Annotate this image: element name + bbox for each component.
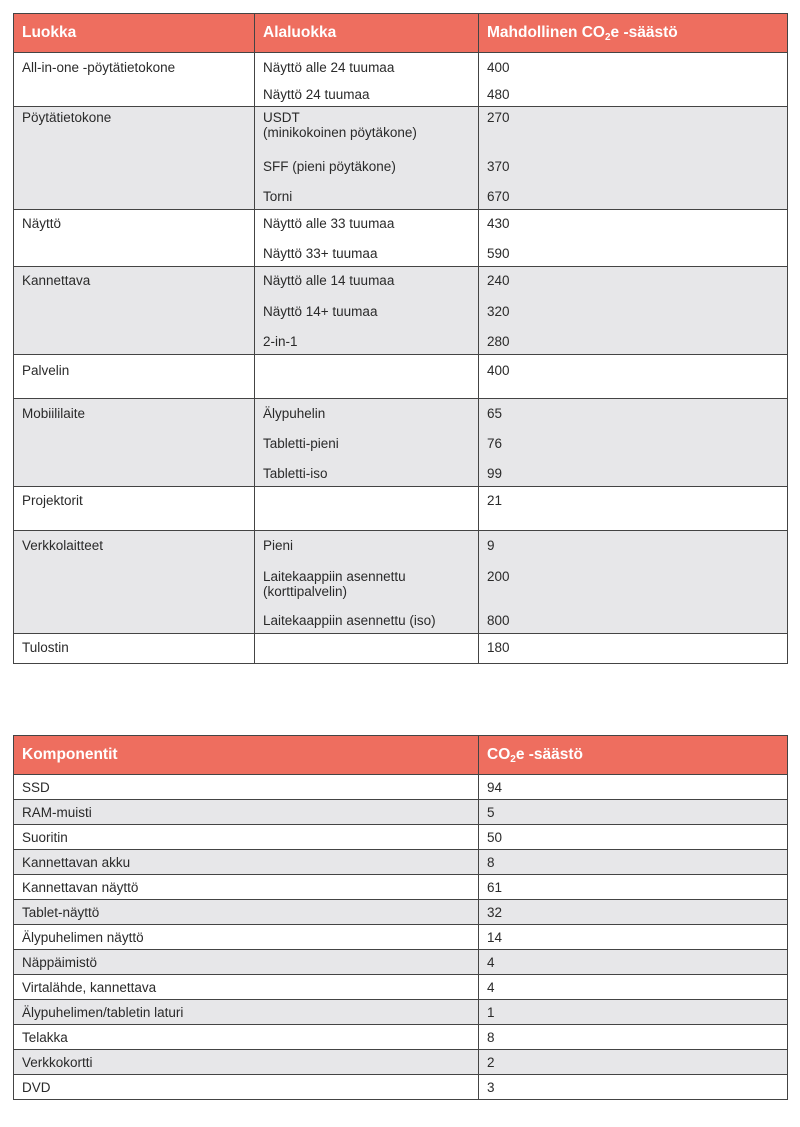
subcategory-cell [255, 241, 479, 267]
subcategory-cell [255, 430, 479, 461]
subcategory-cell [255, 298, 479, 329]
savings-value-cell: 76 [479, 430, 788, 461]
subcategory-cell [255, 608, 479, 634]
savings-value-cell: 400 [479, 355, 788, 399]
device-savings-table [13, 13, 788, 664]
component-name-cell: Tablet-näyttö [14, 900, 479, 925]
component-value-cell: 3 [479, 1075, 788, 1100]
header-savings: $CO_2e$ -säästö [479, 736, 788, 775]
table-row [14, 267, 788, 299]
table-row [14, 975, 788, 1000]
category-cell: Tulostin [14, 634, 255, 664]
category-cell: Palvelin [14, 355, 255, 399]
subcategory-label: Näyttö alle 14 tuumaa [263, 273, 395, 288]
subcategory-label: Torni [263, 189, 293, 204]
component-value-cell: 4 [479, 950, 788, 975]
subcategory-label: Laitekaappiin asennettu (iso) [263, 613, 436, 628]
subcategory-cell [255, 81, 479, 107]
subcategory-cell [255, 267, 479, 299]
table-row [14, 634, 788, 664]
component-name-cell: SSD [14, 775, 479, 800]
component-name-cell: Kannettavan akku [14, 850, 479, 875]
category-cell [14, 608, 255, 634]
category-cell: Mobiililaite [14, 399, 255, 431]
header-luokka: Luokka [14, 14, 255, 53]
table-row [14, 107, 788, 154]
table-row [14, 1000, 788, 1025]
component-name-cell: Verkkokortti [14, 1050, 479, 1075]
component-name-cell: DVD [14, 1075, 479, 1100]
table-row [14, 900, 788, 925]
category-cell [14, 241, 255, 267]
subcategory-cell [255, 184, 479, 210]
table-header-row [14, 14, 788, 53]
component-name-cell: Älypuhelimen/tabletin laturi [14, 1000, 479, 1025]
subcategory-cell [255, 210, 479, 242]
subcategory-cell [255, 634, 479, 664]
table-row [14, 461, 788, 487]
category-cell: All-in-one -pöytätietokone [14, 53, 255, 82]
subcategory-cell [255, 53, 479, 82]
table-row [14, 430, 788, 461]
table-header-row [14, 736, 788, 775]
savings-value-cell: 590 [479, 241, 788, 267]
component-value-cell: 32 [479, 900, 788, 925]
subcategory-label: USDT [263, 110, 300, 125]
category-cell: Pöytätietokone [14, 107, 255, 154]
savings-value-cell: 270 [479, 107, 788, 154]
savings-value-cell: 370 [479, 153, 788, 184]
subcategory-cell [255, 531, 479, 563]
component-name-cell: Näppäimistö [14, 950, 479, 975]
subcategory-label: Tabletti-iso [263, 466, 328, 481]
component-value-cell: 94 [479, 775, 788, 800]
table-row [14, 1075, 788, 1100]
subcategory-cell [255, 461, 479, 487]
device-savings-body [14, 53, 788, 664]
subcategory-label: SFF (pieni pöytäkone) [263, 159, 396, 174]
table-row [14, 875, 788, 900]
subcategory-label: Näyttö 24 tuumaa [263, 87, 370, 102]
subcategory-cell [255, 487, 479, 531]
table-row [14, 329, 788, 355]
subcategory-label: Laitekaappiin asennettu [263, 569, 406, 584]
category-cell [14, 184, 255, 210]
subcategory-label: Näyttö 14+ tuumaa [263, 304, 378, 319]
component-savings-table [13, 735, 788, 1100]
header-alaluokka: Alaluokka [255, 14, 479, 53]
subcategory-label: Näyttö alle 33 tuumaa [263, 216, 395, 231]
component-name-cell: Älypuhelimen näyttö [14, 925, 479, 950]
category-cell [14, 298, 255, 329]
table-row [14, 355, 788, 399]
subcategory-note: (minikokoinen pöytäkone) [263, 125, 417, 140]
subcategory-label: Pieni [263, 538, 294, 553]
savings-value-cell: 480 [479, 81, 788, 107]
subcategory-cell [255, 107, 479, 154]
component-value-cell: 1 [479, 1000, 788, 1025]
table-row [14, 850, 788, 875]
table-row [14, 241, 788, 267]
component-name-cell: Telakka [14, 1025, 479, 1050]
table-row [14, 950, 788, 975]
table-row [14, 775, 788, 800]
subcategory-cell [255, 399, 479, 431]
savings-value-cell: 180 [479, 634, 788, 664]
component-savings-body [14, 775, 788, 1100]
table-row [14, 487, 788, 531]
table-row [14, 53, 788, 82]
category-cell [14, 430, 255, 461]
category-cell: Projektorit [14, 487, 255, 531]
savings-value-cell: 240 [479, 267, 788, 299]
component-name-cell: Suoritin [14, 825, 479, 850]
component-value-cell: 61 [479, 875, 788, 900]
subcategory-label: 2-in-1 [263, 334, 298, 349]
table-row [14, 800, 788, 825]
savings-value-cell: 280 [479, 329, 788, 355]
header-savings: Mahdollinen $CO_2e$ -säästö [479, 14, 788, 53]
table-row [14, 562, 788, 608]
header-komponentit: Komponentit [14, 736, 479, 775]
component-value-cell: 50 [479, 825, 788, 850]
category-cell: Kannettava [14, 267, 255, 299]
table-row [14, 210, 788, 242]
savings-value-cell: 400 [479, 53, 788, 82]
table-row [14, 81, 788, 107]
component-value-cell: 8 [479, 1025, 788, 1050]
table-row [14, 825, 788, 850]
subcategory-label: Näyttö 33+ tuumaa [263, 246, 378, 261]
table-row [14, 1050, 788, 1075]
component-value-cell: 4 [479, 975, 788, 1000]
table-row [14, 1025, 788, 1050]
component-value-cell: 8 [479, 850, 788, 875]
savings-value-cell: 430 [479, 210, 788, 242]
savings-value-cell: 99 [479, 461, 788, 487]
component-name-cell: RAM-muisti [14, 800, 479, 825]
table-row [14, 399, 788, 431]
subcategory-cell [255, 153, 479, 184]
category-cell [14, 461, 255, 487]
category-cell [14, 329, 255, 355]
savings-value-cell: 320 [479, 298, 788, 329]
savings-value-cell: 670 [479, 184, 788, 210]
subcategory-note: (korttipalvelin) [263, 584, 348, 599]
table-row [14, 531, 788, 563]
subcategory-cell [255, 329, 479, 355]
savings-value-cell: 200 [479, 562, 788, 608]
component-value-cell: 2 [479, 1050, 788, 1075]
subcategory-label: Tabletti-pieni [263, 436, 339, 451]
category-cell: Verkkolaitteet [14, 531, 255, 563]
table-row [14, 925, 788, 950]
component-value-cell: 14 [479, 925, 788, 950]
table-row [14, 608, 788, 634]
savings-value-cell: 65 [479, 399, 788, 431]
subcategory-label: Näyttö alle 24 tuumaa [263, 60, 395, 75]
component-value-cell: 5 [479, 800, 788, 825]
savings-value-cell: 9 [479, 531, 788, 563]
savings-value-cell: 21 [479, 487, 788, 531]
table-row [14, 184, 788, 210]
category-cell [14, 562, 255, 608]
category-cell [14, 153, 255, 184]
category-cell [14, 81, 255, 107]
subcategory-cell [255, 562, 479, 608]
subcategory-cell [255, 355, 479, 399]
table-row [14, 298, 788, 329]
savings-value-cell: 800 [479, 608, 788, 634]
component-name-cell: Kannettavan näyttö [14, 875, 479, 900]
table-row [14, 153, 788, 184]
subcategory-label: Älypuhelin [263, 406, 326, 421]
component-name-cell: Virtalähde, kannettava [14, 975, 479, 1000]
category-cell: Näyttö [14, 210, 255, 242]
